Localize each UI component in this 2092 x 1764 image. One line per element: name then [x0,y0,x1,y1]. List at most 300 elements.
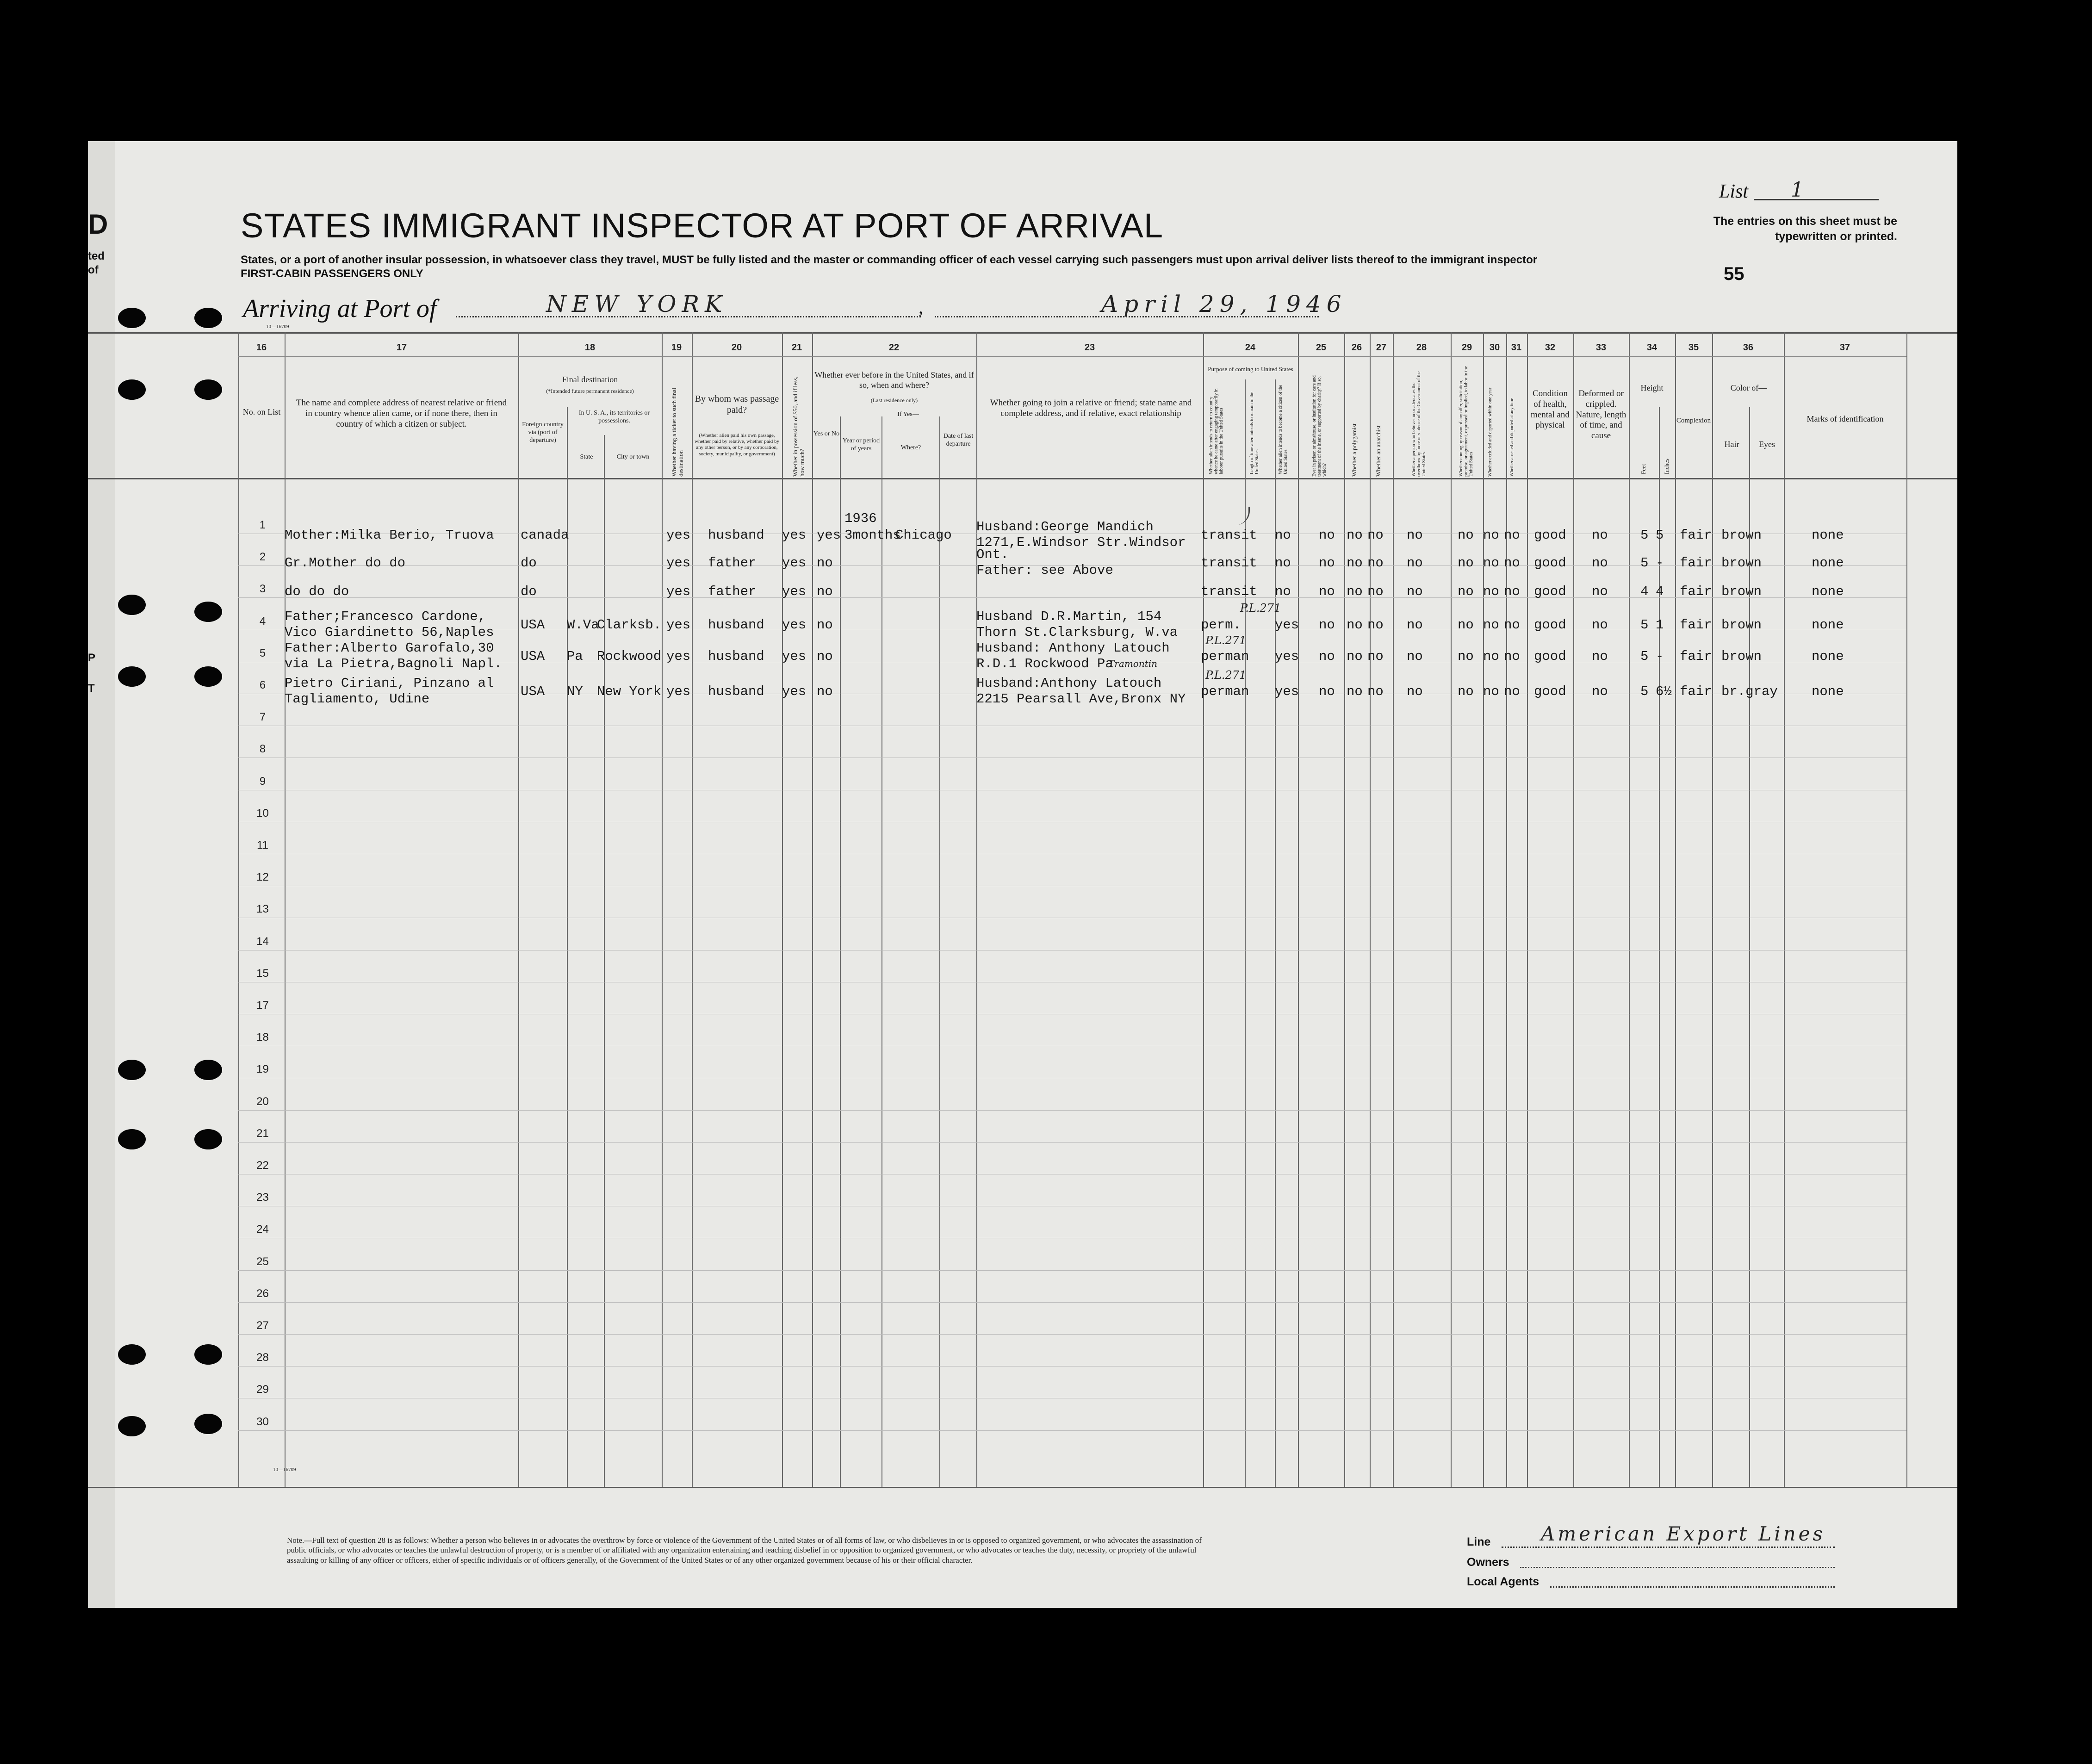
entry-fifty: yes [782,528,807,543]
entry-complexion: fair [1680,649,1712,664]
entry-offer: no [1458,617,1474,633]
entry-deformed: no [1592,528,1608,543]
header-deformed: Deformed or crippled. Nature, length of time, and cause [1576,389,1626,441]
row-number: 2 [259,551,266,564]
punch-hole [118,1416,146,1436]
row-number: 1 [259,519,266,531]
entry-prison: no [1319,528,1335,543]
col-divider [812,332,813,1487]
col-divider [1573,332,1574,1487]
entry-ticket: yes [666,649,691,664]
row-number: 6 [259,679,266,691]
left-margin-strip [88,141,115,1608]
entry-years: 1936 [844,511,877,526]
entry-prison: no [1319,684,1335,699]
punch-hole [118,1344,146,1365]
entry-deformed: no [1592,617,1608,633]
punch-hole [194,308,222,328]
row-number: 17 [256,999,269,1012]
edge-fragment: of [88,264,99,276]
entry-deformed: no [1592,684,1608,699]
header-hair: Hair [1724,440,1739,449]
joining-relative: Thorn St.Clarksburg, W.va [976,625,1178,640]
entry-excl: no [1483,584,1499,599]
entry-arrest: no [1504,649,1520,664]
col-number: 17 [396,342,407,353]
line-underline [1502,1547,1835,1548]
entry-fifty: yes [782,617,807,633]
edge-fragment: ted [88,250,105,262]
entry-polyg: no [1347,649,1363,664]
header-labor-offer: Whether coming by reason of any offer, solicitation, promise, or agreement, expressed or implied, to labor in the United States [1459,366,1474,477]
pl-annotation: P.L.271 [1205,669,1247,682]
row-number: 11 [257,839,268,851]
relative-address: Gr.Mother do do [285,555,406,571]
entry-prison: no [1319,617,1335,633]
entry-anarch: no [1367,528,1384,543]
entry-city: Rockwood [597,649,662,664]
entry-purpose: transit [1201,584,1257,599]
header-if-yes: If Yes— [897,411,919,418]
entry-foreign: do [521,555,537,571]
entry-hair-eyes: brown [1721,555,1762,571]
entry-complexion: fair [1680,555,1712,571]
entry-anarch: no [1367,555,1384,571]
entry-health: good [1534,684,1566,699]
entry-excl: no [1483,617,1499,633]
pl-annotation: P.L.271 [1205,634,1247,647]
entry-hair-eyes: brown [1721,528,1762,543]
header-state: State [580,453,593,460]
entry-overthrow: no [1407,617,1423,633]
header-passage-paid: By whom was passage paid? [695,394,779,415]
entry-health: good [1534,584,1566,599]
arrival-date: April 29, 1946 [1101,291,1347,317]
entry-arrest: no [1504,684,1520,699]
edge-fragment: T [88,682,95,695]
col-number: 29 [1461,342,1472,353]
col-divider [782,332,783,1487]
entry-citizen: yes [1275,649,1299,664]
entry-state: W.Va [567,617,599,633]
col-divider [662,332,663,1487]
list-number: 1 [1791,178,1809,202]
punch-hole [118,308,146,328]
header-foreign-country: Foreign country via (port of departure) [522,421,564,444]
comma: , [919,297,923,317]
entry-arrest: no [1504,584,1520,599]
row-number: 22 [256,1159,269,1172]
col-divider [1483,332,1484,1487]
entry-before: no [817,649,833,664]
entry-purpose: perman [1201,649,1249,664]
entry-prison: no [1319,584,1335,599]
entry-marks: none [1812,584,1844,599]
header-purpose-length: Length of time alien intends to remain in the United States [1249,391,1260,474]
entry-foreign: canada [521,528,569,543]
punch-hole [194,1414,222,1434]
col-divider [939,416,940,1487]
col-divider [1675,332,1676,1487]
punch-hole [118,1129,146,1149]
row-number: 10 [256,807,269,820]
col-number: 36 [1743,342,1754,353]
table-header-rule [88,478,1957,479]
row-number: 23 [256,1191,269,1204]
col-number: 19 [671,342,682,353]
header-joining: Whether going to join a relative or friend; state name and complete address, and if relative, exact relationship [990,398,1192,418]
entry-health: good [1534,649,1566,664]
col-divider [518,332,519,1487]
header-final-dest: Final destination [562,375,618,384]
header-last-residence: (Last residence only) [870,397,918,404]
entry-marks: none [1812,649,1844,664]
entry-ticket: yes [666,684,691,699]
entry-fifty: yes [782,584,807,599]
row-number: 25 [256,1255,269,1268]
entry-inches: - [1656,555,1664,571]
header-list-no: No. on List [242,407,281,416]
row-number: 7 [259,711,266,724]
edge-fragment: D [88,209,108,240]
table-top-rule [88,332,1957,334]
entry-deformed: no [1592,649,1608,664]
entry-offer: no [1458,684,1474,699]
entry-feet: 5 [1640,684,1649,699]
entry-purpose: transit [1201,528,1257,543]
relative-address: Vico Giardinetto 56,Naples [285,625,494,640]
col-number: 30 [1489,342,1500,353]
entry-polyg: no [1347,684,1363,699]
punch-hole [194,1344,222,1365]
col-divider [1393,332,1394,1487]
relative-address: Pietro Ciriani, Pinzano al [285,676,494,691]
punch-hole [194,1129,222,1149]
col-number: 23 [1084,342,1095,353]
entry-excl: no [1483,555,1499,571]
col-divider [1784,332,1785,1487]
entry-excl: no [1483,649,1499,664]
entry-before: no [817,684,833,699]
punch-hole [194,666,222,687]
header-marks: Marks of identification [1806,414,1884,423]
col-number: 16 [256,342,267,353]
entry-ticket: yes [666,617,691,633]
header-excluded: Whether excluded and deported within one year [1488,387,1493,477]
joining-relative: Husband: Anthony Latouch [976,640,1170,656]
entry-feet: 5 [1640,528,1649,543]
header-inches: Inches [1663,459,1670,474]
entry-fifty: yes [782,649,807,664]
header-prison: Ever in prison or almshouse, or institution for care and treatment of the insane, or supported by charity? If so, which? [1312,375,1327,477]
header-date-departure: Date of last departure [943,433,974,447]
col-number: 20 [731,342,742,353]
entry-citizen: no [1275,584,1291,599]
col-number: 28 [1416,342,1427,353]
joining-relative: 1271,E.Windsor Str.Windsor [976,535,1186,550]
entry-foreign: do [521,584,537,599]
row-number: 24 [256,1223,269,1236]
row-number: 15 [256,967,269,980]
col-divider [1275,379,1276,1487]
first-cabin-note: FIRST-CABIN PASSENGERS ONLY [241,267,423,280]
joining-relative: Husband:George Mandich [976,519,1154,534]
entry-before: yes [817,528,841,543]
punch-hole [118,1060,146,1080]
header-ticket: Whether having a ticket to such final destination [670,387,684,477]
page-number: 55 [1724,264,1744,284]
col-number: 18 [584,342,596,353]
punch-hole [194,1060,222,1080]
entry-foreign: USA [521,649,545,664]
row-number: 5 [259,646,266,659]
entry-anarch: no [1367,684,1384,699]
entry-ticket: yes [666,555,691,571]
entry-offer: no [1458,528,1474,543]
entry-complexion: fair [1680,617,1712,633]
entry-marks: none [1812,528,1844,543]
col-divider [1370,332,1371,1487]
entry-marks: none [1812,555,1844,571]
entry-state: Pa [567,649,583,664]
col-divider [1629,332,1630,1487]
col-divider [840,416,841,1487]
header-city: City or town [616,453,650,460]
entry-prison: no [1319,555,1335,571]
row-number: 30 [256,1415,269,1428]
entry-city: Clarksb. [597,617,662,633]
row-number: 8 [259,743,266,756]
header-deported: Whether arrested and deported at any time [1509,398,1515,477]
punch-hole [118,379,146,400]
entry-citizen: no [1275,528,1291,543]
col-divider [881,416,882,1487]
port-value: NEW YORK [546,291,728,317]
row-rule [238,1270,1906,1271]
relative-address: do do do [285,584,349,599]
entry-offer: no [1458,584,1474,599]
entry-ticket: yes [666,528,691,543]
row-rule [238,1142,1906,1143]
entry-overthrow: no [1407,684,1423,699]
form-code: 10—16709 [266,324,289,329]
entry-complexion: fair [1680,684,1712,699]
entry-hair-eyes: brown [1721,649,1762,664]
col-divider [1451,332,1452,1487]
punch-hole [194,379,222,400]
subtitle-line: States, or a port of another insular possession, in whatsoever class they travel, MUST be fully listed and the master or commanding officer of each vessel carrying such passengers must upon arrival deliver lists thereof to the immigrant inspector [241,254,1538,266]
entry-arrest: no [1504,528,1520,543]
entry-polyg: no [1347,528,1363,543]
row-number: 26 [256,1287,269,1300]
col-divider [1203,332,1204,1487]
relative-address: Father:Alberto Garofalo,30 [285,640,494,656]
entry-years: 3months [844,528,901,543]
list-label: List [1719,181,1749,202]
header-purpose-citizen: Whether alien intends to become a citizen of the United States [1278,385,1288,474]
header-purpose: Purpose of coming to United States [1208,366,1293,373]
entry-fifty: yes [782,684,807,699]
row-rule [238,1334,1906,1335]
entry-polyg: no [1347,617,1363,633]
col-number: 22 [888,342,900,353]
entry-citizen: no [1275,555,1291,571]
col-divider [238,332,239,1487]
entry-ticket: yes [666,584,691,599]
entry-overthrow: no [1407,649,1423,664]
entry-excl: no [1483,684,1499,699]
col-divider [1906,332,1907,1487]
row-rule [238,1302,1906,1303]
entry-hair-eyes: brown [1721,584,1762,599]
punch-hole [118,666,146,687]
entry-complexion: fair [1680,584,1712,599]
entry-feet: 5 [1640,649,1649,664]
row-number: 4 [259,615,266,627]
entry-polyg: no [1347,555,1363,571]
entry-state: NY [567,684,583,699]
row-number: 29 [256,1383,269,1396]
entry-inches: 1 [1656,617,1664,633]
col-divider [976,332,977,1487]
line-label: Line [1467,1535,1491,1548]
entry-hair-eyes: br.gray [1721,684,1778,699]
entry-health: good [1534,528,1566,543]
entry-before: no [817,584,833,599]
entry-paid-by: father [708,555,757,571]
entry-polyg: no [1347,584,1363,599]
col-divider [1527,332,1528,1487]
entry-inches: 4 [1656,584,1664,599]
entry-purpose: perm. [1201,617,1242,633]
list-underline [1754,199,1879,200]
typewritten-note: The entries on this sheet must be typewritten or printed. [1713,215,1897,243]
entry-paid-by: father [708,584,757,599]
header-feet: Feet [1640,464,1647,474]
row-number: 18 [256,1031,269,1044]
col-number: 35 [1688,342,1699,353]
col-number: 33 [1595,342,1607,353]
row-number: 19 [256,1063,269,1076]
entry-paid-by: husband [708,617,764,633]
col-divider [1506,332,1507,1487]
row-number: 12 [256,871,269,884]
relative-address: Mother:Milka Berio, Truova [285,528,494,543]
line-value: American Export Lines [1541,1522,1826,1545]
entry-foreign: USA [521,617,545,633]
col-divider [1298,332,1299,1487]
row-number: 20 [256,1095,269,1108]
entry-city: New York [597,684,662,699]
entry-before: no [817,555,833,571]
page-title: STATES IMMIGRANT INSPECTOR AT PORT OF ARRIVAL [241,206,1164,245]
col-divider [692,332,693,1487]
entry-hair-eyes: brown [1721,617,1762,633]
entry-feet: 4 [1640,584,1649,599]
joining-relative: Husband D.R.Martin, 154 [976,609,1162,624]
tramontin-annotation: Tramontin [1108,658,1158,669]
entry-complexion: fair [1680,528,1712,543]
col-number: 32 [1545,342,1556,353]
row-number: 9 [259,775,266,788]
header-final-dest-note: (*Intended future permanent residence) [546,388,634,394]
manifest-sheet [88,141,1957,1608]
row-number: 21 [256,1127,269,1140]
header-eyes: Eyes [1759,440,1775,449]
col-divider [567,407,568,1487]
header-complexion: Complexion [1676,417,1711,424]
entry-marks: none [1812,617,1844,633]
header-health: Condition of health, mental and physical [1531,389,1570,430]
entry-citizen: yes [1275,617,1299,633]
joining-relative: Father: see Above [976,563,1113,578]
agents-underline [1550,1586,1835,1588]
punch-hole [118,595,146,615]
header-yes-no: Yes or No [813,430,840,437]
table-bottom-rule [88,1487,1957,1488]
relative-address: Father;Francesco Cardone, [285,609,486,624]
punch-hole [194,602,222,622]
entry-prison: no [1319,649,1335,664]
entry-offer: no [1458,649,1474,664]
col-number: 24 [1245,342,1256,353]
owners-label: Owners [1467,1556,1509,1569]
relative-address: via La Pietra,Bagnoli Napl. [285,656,502,671]
entry-where: Chicago [895,528,952,543]
header-height: Height [1640,383,1664,392]
form-code-bottom: 10—16709 [273,1467,296,1472]
col-number: 25 [1316,342,1327,353]
col-divider [1712,332,1713,1487]
header-years: Year or period of years [842,437,880,452]
relative-address: Tagliamento, Udine [285,691,430,707]
header-color-of: Color of— [1730,383,1767,392]
entry-feet: 5 [1640,555,1649,571]
header-passage-note: (Whether alien paid his own passage, whether paid by relative, whether paid by any other person, or by any corporation, society, municipality, or government) [695,433,779,457]
col-number: 34 [1646,342,1657,353]
col-number: 21 [791,342,802,353]
entry-foreign: USA [521,684,545,699]
arriving-label: Arriving at Port of [243,294,437,323]
entry-paid-by: husband [708,684,764,699]
col-divider [1245,379,1246,1487]
entry-anarch: no [1367,584,1384,599]
joining-relative: R.D.1 Rockwood Pa [976,656,1113,671]
entry-anarch: no [1367,617,1384,633]
header-in-usa: In U. S. A., its territories or possessions. [578,410,650,424]
col-divider [285,332,286,1487]
entry-excl: no [1483,528,1499,543]
colnum-rule [238,356,1906,357]
header-fifty-dollars: Whether in possession of $50, and if less, how much? [792,376,806,477]
entry-feet: 5 [1640,617,1649,633]
footnote-question-28: Note.—Full text of question 28 is as follows: Whether a person who believes in or advocates the overthrow by force or violence of the Government of the United States or of all forms of law, or who disbelieves in or is opposed to organized government, or who advocates the assassination of public officials, or who advocates or teaches the unlawful destruction of property, or is a member of or affiliated with any organization entertaining and teaching disbelief in or opposition to organized government, or who advocates or teaches the duty, necessity, or propriety of the unlawful assaulting or killing of any officer or officers, either of specific individuals or of officers generally, of the Government of the United States or of any other organized government because of his or their official character. [287,1536,1202,1565]
entry-inches: 5 [1656,528,1664,543]
pl-annotation: P.L.271 [1240,602,1281,615]
col-divider [604,435,605,1487]
joining-relative: Husband:Anthony Latouch [976,676,1162,691]
owners-underline [1520,1567,1835,1568]
header-polygamist: Whether a polygamist [1351,423,1358,477]
header-anarchist: Whether an anarchist [1375,425,1382,477]
entry-paid-by: husband [708,649,764,664]
entry-health: good [1534,617,1566,633]
entry-deformed: no [1592,555,1608,571]
entry-before: no [817,617,833,633]
entry-overthrow: no [1407,584,1423,599]
entry-deformed: no [1592,584,1608,599]
entry-paid-by: husband [708,528,764,543]
